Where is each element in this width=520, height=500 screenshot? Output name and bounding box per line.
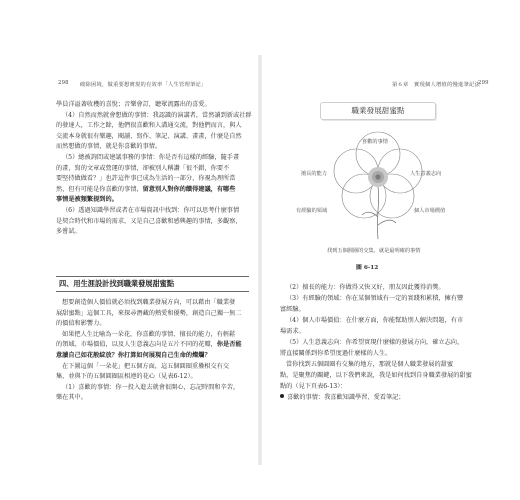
left-line: （6）透過知識學習或者在市場資訊中找到：你可以思考什麼事情 [62,207,240,214]
left-line: 多嘗試。 [56,228,81,236]
left-line: 要堅持做做看？」也許這件事已成為生活的一部分，你視為理所當 [56,175,236,183]
left-line: 的價值和影響力。 [56,320,106,328]
flower-diagram [288,99,468,259]
book-gutter [258,55,262,465]
left-page-number: 298 [58,80,69,86]
left-line: 如果把人生比喻為一朵花，你喜歡的事情、擅長的能力，有輕鬆 [62,330,236,338]
figure-bottom-note: 找到五個圓圈的交集，就是最明確的事情 [327,248,421,254]
flower-center [368,167,388,187]
left-line: 樂在其中。 [56,394,87,402]
right-line: （2）擅長的能力：你做得又快又好，朋友因此獲得消獎。 [286,284,445,291]
left-line [56,185,235,196]
left-line-text: 在下圖這個「一朵花」把五個方面，這五個圓圈重疊相交有交 [62,362,230,370]
left-line-bold: 意讀自己如花般綻放？你打算如何展現自己生命的燦爛？ [56,352,211,359]
right-running-title: 第６章 實現個人增值的慢進筆記法 [392,82,480,88]
right-line: 場需求。 [280,328,305,335]
right-line: 點的（見下頁表6-13）： [280,383,347,390]
right-line: 富經驗。 [280,306,305,313]
left-line: 展甜蜜點」這個工具，來探尋潛藏的熱愛和優勢，創造自己獨一無二 [56,309,242,317]
left-line: （1）喜歡的事情：你一投入進去就會很開心，忘記時間和辛苦， [62,383,240,391]
figure-label-left: 擅長的能力 [301,171,327,177]
left-line: 交流本身就很有樂趣，閱讀、寫作、筆記、演講、畫畫，什麼是自然 [56,132,242,140]
left-line-text: 的領域、市場價值，以及人生意義志向是五片不同的花瓣， [56,341,217,349]
figure-label-right: 人生意義志向 [410,171,442,177]
left-line [56,340,242,351]
left-line: 而然想做的事情，就是你喜歡的事情。 [56,143,162,151]
figure-caption: 圖 6-12 [356,265,379,271]
left-line-bold: 事情是被頻繁提到的。 [56,196,118,204]
left-line: 集，並與下的五個圓圈區相連的花心（見表6-12）。 [56,373,197,381]
right-line [280,393,405,404]
right-line: 當你找到五個圓圈有交集的地方，那就是個人職業發展的甜蜜 [286,361,454,368]
section-heading: 四、用生涯設計找到職業發展甜蜜點 [56,276,249,292]
figure-label-bottom-right: 個人市場價值 [414,208,446,214]
right-line: （3）有經驗的領域：你在某個領域有一定的實踐和累積，擁有豐 [286,295,464,302]
left-line: （4）自然而然就會想做的事情：我認識的演講者，當然讀到新或社群 [62,111,252,119]
right-line: 將直接關係到你希望度過什麼樣的人生。 [280,350,392,357]
left-line-bold: 留意別人對你的饋得建議，有哪些 [142,185,236,193]
left-line: 的畫，寫的文章或營運的事情，卻被別人稱讚「很不錯，你要不 [56,164,230,172]
bullet-icon [280,394,284,398]
flower-svg [288,99,468,259]
right-page-number: 299 [478,80,489,86]
figure-label-bottom-left: 有經驗的領域 [296,208,328,214]
left-running-title: 破除困境，做重要想實現的有效率「人生管理筆記」 [80,82,207,88]
left-line: 是契合時代和市場的需求，又是自己喜歡和感興趣的事情，多觀察， [56,217,242,225]
left-line-text: 然，但有可能是你喜歡的事情， [56,185,143,193]
left-line: 學員洋溢著收穫的喜悅；音樂會訂，聽眾流露出的喜愛。 [56,101,211,108]
right-line-text: 喜歡的事情：我喜歡知識學習、愛看筆記； [287,394,405,401]
left-line: 的發達人，工作之餘，他們很喜歡和人溝通交流，對他們而言，與人 [56,122,242,130]
figure-label-top: 喜歡的事情 [362,139,388,145]
left-line: 想要創造個人價值就必須找到職業發展方向，可以藉由「職業發 [62,299,236,306]
figure-title: 職業發展甜蜜點 [320,102,436,120]
right-line: （5）人生意義志向：你希望實現什麼樣的發展方向，確立志向， [286,339,464,346]
left-line [62,362,229,373]
left-line-bold: 你是否能 [216,341,242,349]
right-line: （4）個人市場價值：在什麼方面，你能幫助別人解決問題，有市 [286,317,464,324]
right-line: 點，是聚焦的關鍵，以下我們來說，我是如何找到自身職業發展的甜蜜 [280,372,472,379]
flower-stem [362,187,396,239]
left-line: （5）總被詢問或建議事務的事情：你是否有這樣的經驗，隨手畫 [62,154,240,161]
